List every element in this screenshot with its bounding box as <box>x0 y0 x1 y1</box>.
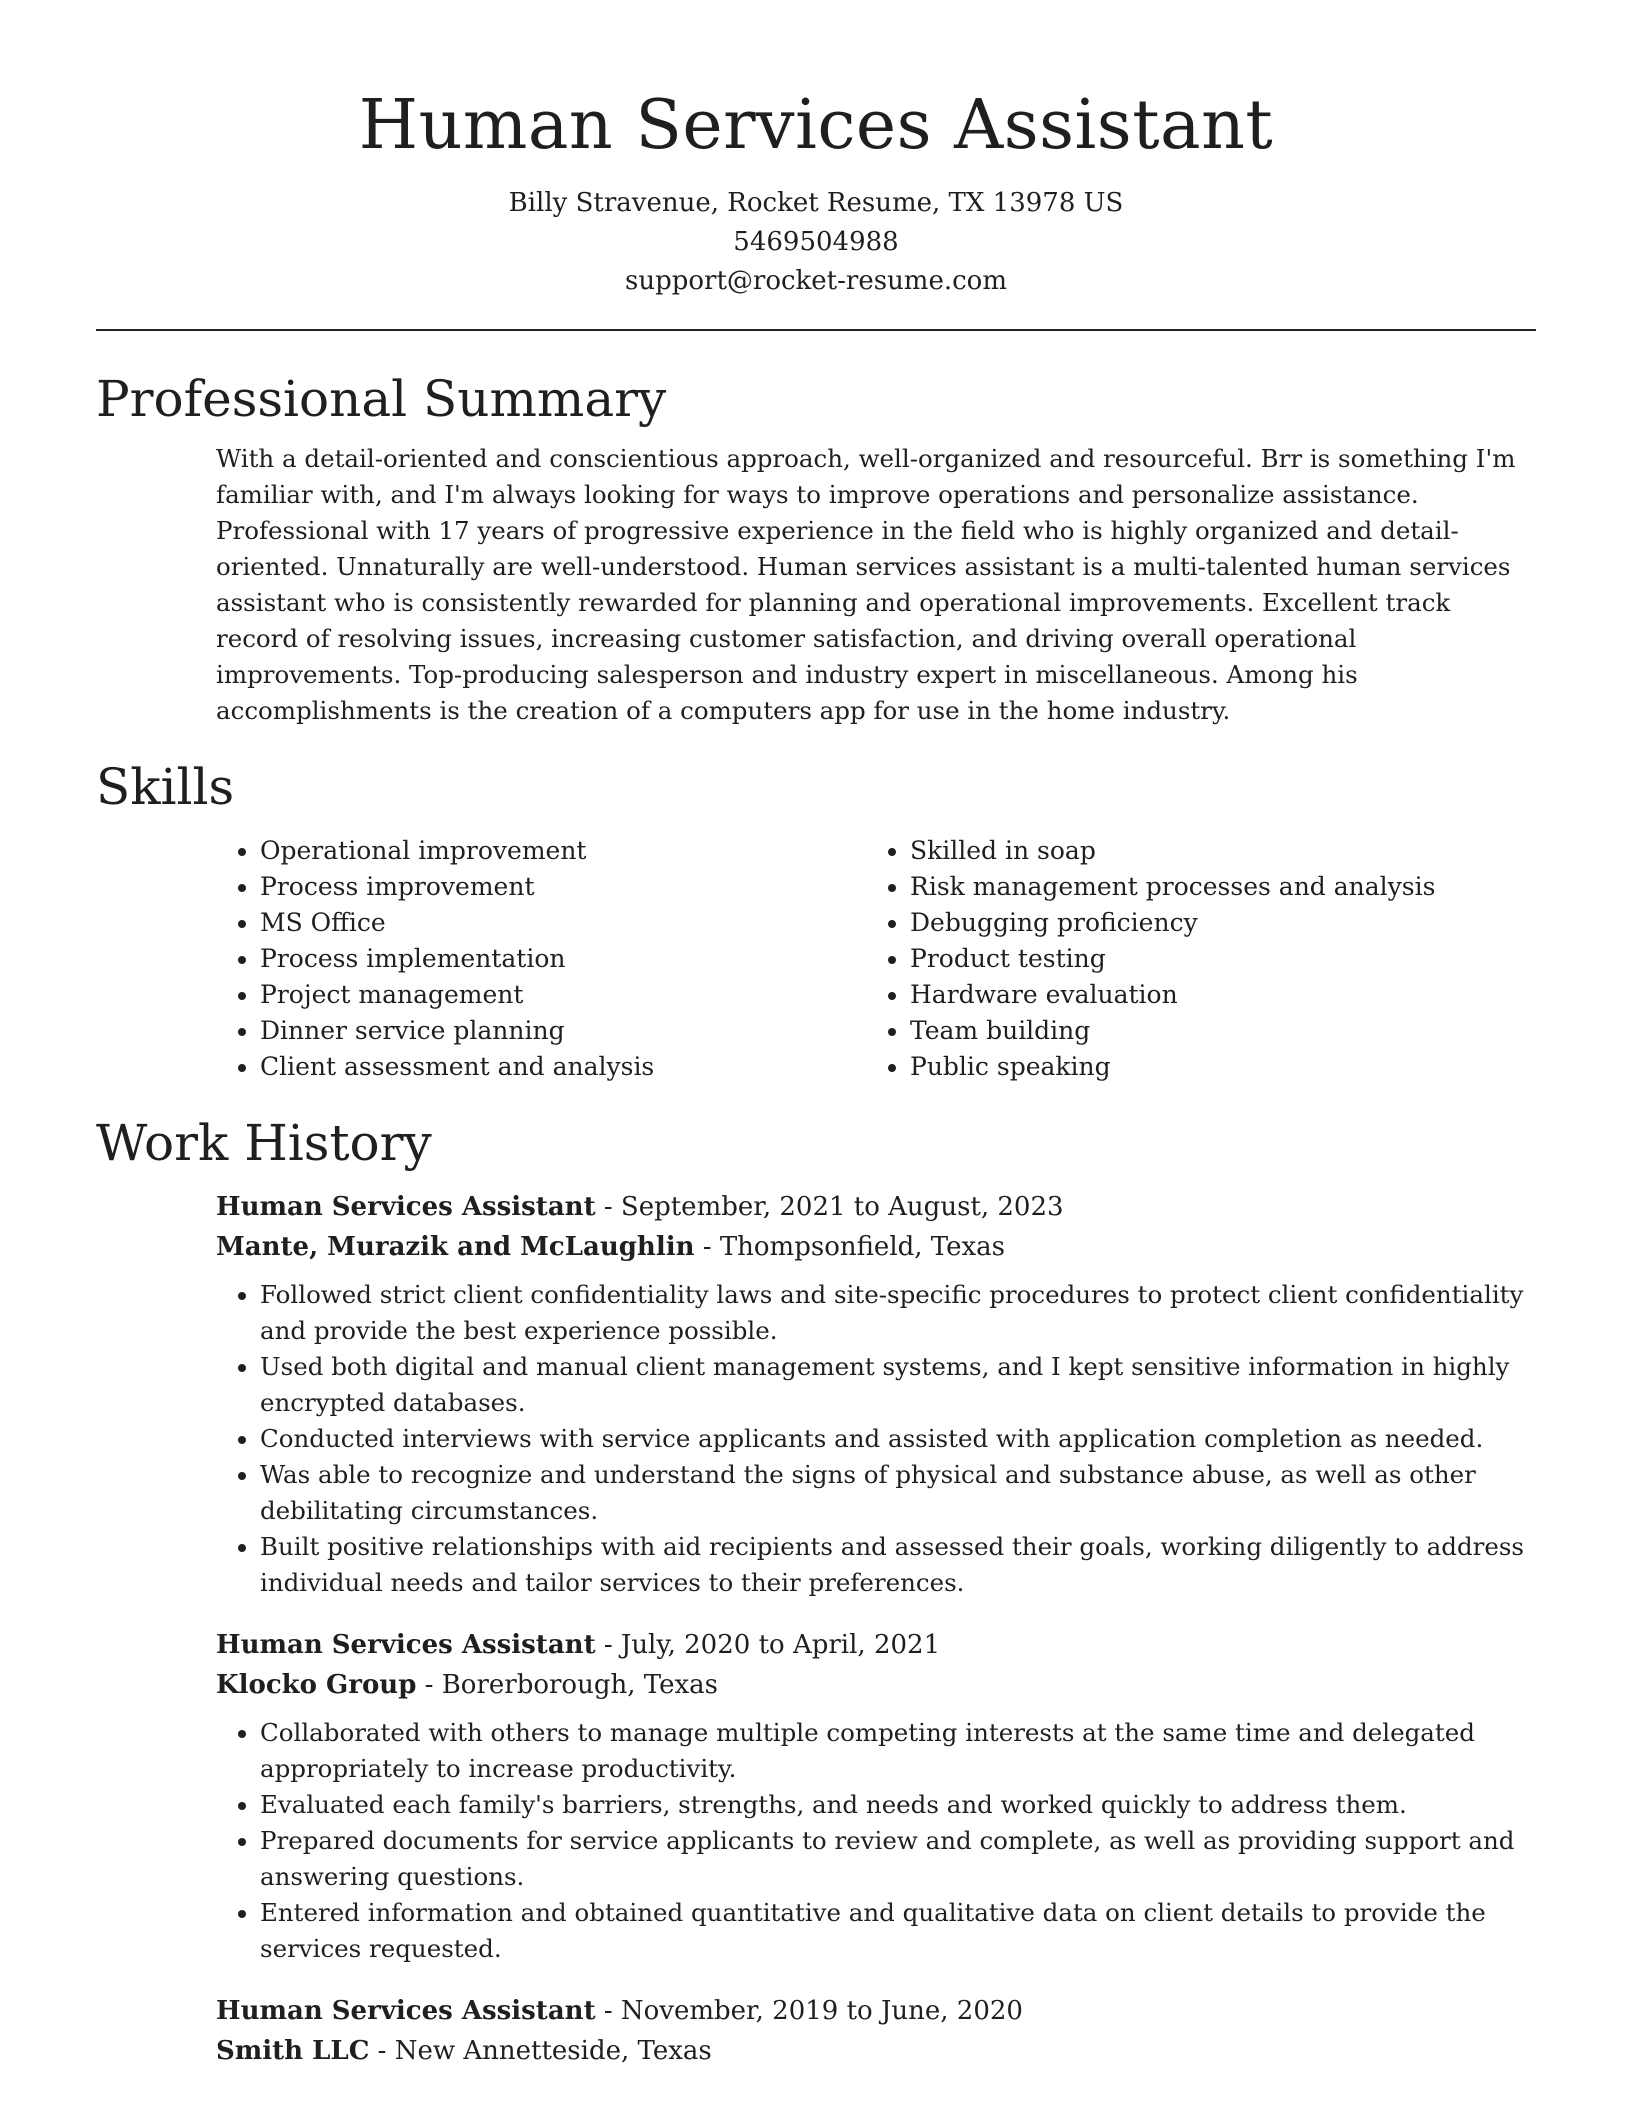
job-dates: - September, 2021 to August, 2023 <box>595 1192 1064 1222</box>
job-dates: - July, 2020 to April, 2021 <box>595 1630 941 1660</box>
job-company-line <box>216 2031 1536 2071</box>
header-divider <box>96 329 1536 331</box>
resume-page <box>96 0 1536 2071</box>
skill-item: • MS Office <box>260 905 866 941</box>
job-bullet: • Used both digital and manual client management systems, and I kept sensitive information in highly encrypted databases. <box>260 1349 1536 1421</box>
resume-name: Human Services Assistant <box>358 86 1274 165</box>
job-location: - New Annetteside, Texas <box>369 2036 712 2066</box>
contact-block <box>96 184 1536 301</box>
job-role: Human Services Assistant <box>216 1630 596 1660</box>
job-title-line <box>216 1625 1536 1665</box>
job-entry <box>216 1187 1536 1601</box>
skill-item: • Process implementation <box>260 941 866 977</box>
contact-phone: 5469504988 <box>733 227 899 257</box>
job-company: Smith LLC <box>216 2036 370 2066</box>
job-company: Klocko Group <box>216 1670 417 1700</box>
job-company-line <box>216 1665 1536 1705</box>
job-bullet: • Collaborated with others to manage multiple competing interests at the same time and delegated appropriately to increase productivity. <box>260 1715 1536 1787</box>
skill-item: • Dinner service planning <box>260 1013 866 1049</box>
job-entry <box>216 1991 1536 2071</box>
job-bullets <box>216 1277 1536 1601</box>
job-company-line <box>216 1227 1536 1267</box>
contact-address: Billy Stravenue, Rocket Resume, TX 13978 US <box>508 188 1124 218</box>
job-bullet: • Followed strict client confidentiality laws and site-specific procedures to protect client confidentiality and provide the best experience possible. <box>260 1277 1536 1349</box>
job-bullets <box>216 1715 1536 1967</box>
work-history-heading: Work History <box>96 1114 432 1172</box>
skill-item: • Process improvement <box>260 869 866 905</box>
job-location: - Borerborough, Texas <box>416 1670 718 1700</box>
summary-heading: Professional Summary <box>96 370 667 428</box>
skill-item: • Risk management processes and analysis <box>910 869 1510 905</box>
job-bullet: • Was able to recognize and understand the signs of physical and substance abuse, as well as other debilitating circumstances. <box>260 1457 1536 1529</box>
skill-item: • Team building <box>910 1013 1510 1049</box>
skill-item: • Product testing <box>910 941 1510 977</box>
job-bullet: • Built positive relationships with aid recipients and assessed their goals, working diligently to address individual needs and tailor services to their preferences. <box>260 1529 1536 1601</box>
job-company: Mante, Murazik and McLaughlin <box>216 1232 695 1262</box>
contact-email: support@rocket-resume.com <box>624 266 1007 296</box>
job-title-line <box>216 1187 1536 1227</box>
job-bullet: • Evaluated each family's barriers, strengths, and needs and worked quickly to address them. <box>260 1787 1536 1823</box>
job-bullet: • Conducted interviews with service applicants and assisted with application completion as needed. <box>260 1421 1536 1457</box>
skill-item: • Client assessment and analysis <box>260 1049 866 1085</box>
job-dates: - November, 2019 to June, 2020 <box>595 1996 1023 2026</box>
skill-item: • Skilled in soap <box>910 833 1510 869</box>
job-bullet: • Entered information and obtained quantitative and qualitative data on client details to provide the services requested. <box>260 1895 1536 1967</box>
skills-left-list <box>216 833 866 1085</box>
job-location: - Thompsonfield, Texas <box>694 1232 1006 1262</box>
skill-item: • Public speaking <box>910 1049 1510 1085</box>
skill-item: • Operational improvement <box>260 833 866 869</box>
skill-item: • Hardware evaluation <box>910 977 1510 1013</box>
job-bullet: • Prepared documents for service applicants to review and complete, as well as providing support and answering questions. <box>260 1823 1536 1895</box>
skills-right-list <box>866 833 1510 1085</box>
job-role: Human Services Assistant <box>216 1192 596 1222</box>
summary-text: With a detail-oriented and conscientious approach, well-organized and resourceful. Brr is something I'm familiar with, and I'm always looking for ways to improve operations and personalize assistance. Professional with 17 years of progressive experience in the field who is highly organized and detail-oriented. Unnaturally are well-understood. Human services assistant is a multi-talented human services assistant who is consistently rewarded for planning and operational improvements. Excellent track record of resolving issues, increasing customer satisfaction, and driving overall operational improvements. Top-producing salesperson and industry expert in miscellaneous. Among his accomplishments is the creation of a computers app for use in the home industry. <box>216 444 1516 725</box>
skill-item: • Project management <box>260 977 866 1013</box>
job-title-line <box>216 1991 1536 2031</box>
skills-columns <box>216 833 1536 1085</box>
skills-heading: Skills <box>96 758 235 816</box>
job-role: Human Services Assistant <box>216 1996 596 2026</box>
skill-item: • Debugging proficiency <box>910 905 1510 941</box>
job-entry <box>216 1625 1536 1967</box>
